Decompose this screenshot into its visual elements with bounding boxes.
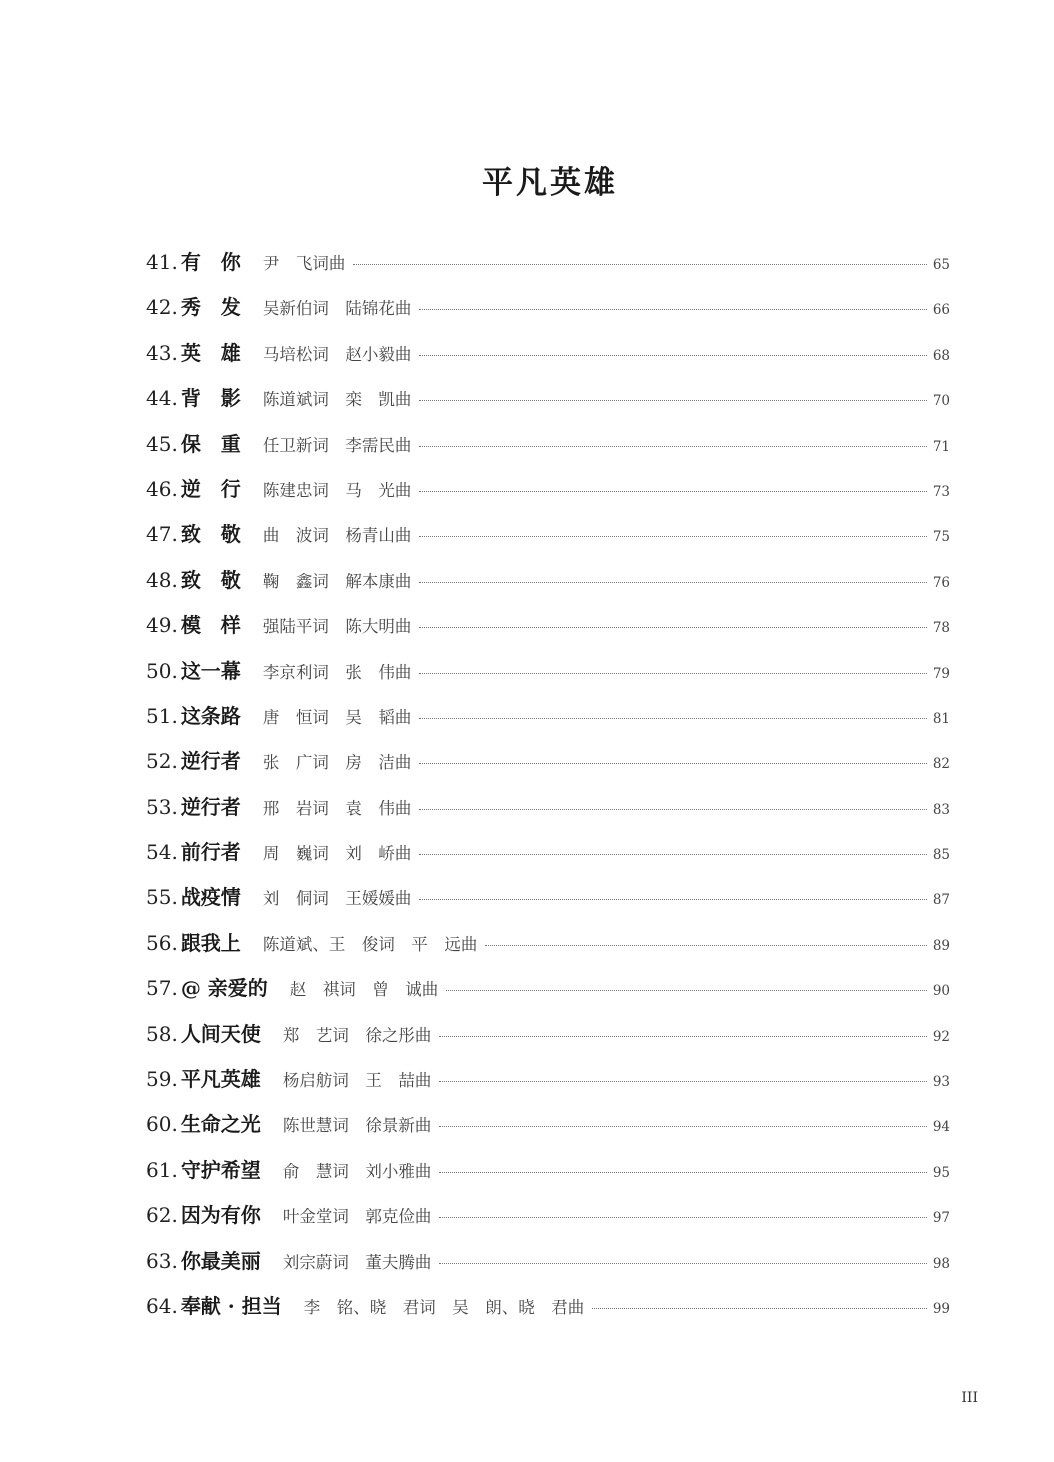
page-number: 75 <box>932 529 950 546</box>
song-title: 这一幕 <box>180 658 241 683</box>
page-number: 90 <box>932 983 950 1000</box>
dot-leader <box>419 446 927 447</box>
song-credits: 叶金堂词 郭克俭曲 <box>282 1207 432 1227</box>
page-number: 65 <box>932 257 950 273</box>
entry-number: 55. <box>146 885 178 910</box>
toc-entry[interactable] <box>146 1154 950 1199</box>
entry-number: 42. <box>146 295 178 320</box>
entry-number: 57. <box>146 976 178 1001</box>
song-credits: 任卫新词 李需民曲 <box>262 435 412 455</box>
entry-number: 58. <box>146 1021 178 1046</box>
page-number: 79 <box>932 665 950 682</box>
entry-number: 48. <box>146 567 178 592</box>
song-credits: 邢 岩词 袁 伟曲 <box>262 798 412 818</box>
dot-leader <box>439 1217 927 1218</box>
dot-leader <box>419 899 927 900</box>
page-number: 92 <box>932 1028 950 1045</box>
toc-entry[interactable] <box>146 1063 950 1108</box>
song-title: 模 样 <box>180 613 241 638</box>
page-number: 68 <box>932 347 950 364</box>
song-credits: 唐 恒词 吴 韬曲 <box>262 707 412 727</box>
entry-number: 50. <box>146 658 178 683</box>
toc-entry[interactable] <box>146 1199 950 1244</box>
song-title: 前行者 <box>180 840 241 865</box>
toc-entry[interactable] <box>146 881 950 926</box>
toc-entry[interactable] <box>146 382 950 427</box>
entry-number: 51. <box>146 703 178 728</box>
page-number: 70 <box>932 393 950 410</box>
song-credits: 赵 祺词 曾 诚曲 <box>289 980 439 1000</box>
toc-entry[interactable] <box>146 291 950 336</box>
page-number: 89 <box>932 937 950 954</box>
song-title: 背 影 <box>180 386 241 411</box>
dot-leader <box>419 400 927 401</box>
dot-leader <box>353 264 927 265</box>
toc-entry[interactable] <box>146 700 950 745</box>
toc-entry[interactable] <box>146 1290 950 1335</box>
entry-number: 56. <box>146 930 178 955</box>
song-credits: 张 广词 房 洁曲 <box>262 753 412 773</box>
entry-number: 41. <box>146 250 178 274</box>
page-number: 76 <box>932 574 950 591</box>
toc-entry[interactable] <box>146 518 950 563</box>
song-credits: 刘 侗词 王媛媛曲 <box>262 889 412 909</box>
entry-number: 44. <box>146 386 178 411</box>
dot-leader <box>419 627 927 628</box>
song-title: 保 重 <box>180 431 241 456</box>
dot-leader <box>419 536 927 537</box>
page-number: 94 <box>932 1119 950 1136</box>
song-title: 逆行者 <box>180 749 241 774</box>
dot-leader <box>419 718 927 719</box>
toc-entry[interactable] <box>146 428 950 473</box>
song-title: 平凡英雄 <box>180 1067 261 1092</box>
song-credits: 俞 慧词 刘小雅曲 <box>282 1161 432 1181</box>
song-credits: 陈世慧词 徐景新曲 <box>282 1116 432 1136</box>
dot-leader <box>439 1126 927 1127</box>
song-title: 奉献 · 担当 <box>180 1293 282 1318</box>
toc-entry[interactable] <box>146 1245 950 1290</box>
song-title: 有 你 <box>180 250 241 274</box>
page-number: 85 <box>932 847 950 864</box>
section-title: 平凡英雄 <box>482 165 618 201</box>
dot-leader <box>419 854 927 855</box>
song-title: 这条路 <box>180 703 241 728</box>
entry-number: 47. <box>146 522 178 547</box>
toc-entry[interactable] <box>146 564 950 609</box>
page-number: 95 <box>932 1164 950 1181</box>
song-title: 你最美丽 <box>180 1248 261 1273</box>
dot-leader <box>419 491 927 492</box>
page-number: 82 <box>932 756 950 773</box>
song-title: 秀 发 <box>180 295 241 320</box>
page-number: 81 <box>932 710 950 727</box>
toc-entry[interactable] <box>146 791 950 836</box>
page-number: 71 <box>932 438 950 455</box>
song-credits: 尹 飞词曲 <box>262 254 346 273</box>
page-number: 78 <box>932 620 950 637</box>
song-credits: 李京利词 张 伟曲 <box>262 662 412 682</box>
entry-number: 49. <box>146 613 178 638</box>
table-of-contents <box>146 246 950 1335</box>
toc-entry[interactable] <box>146 745 950 790</box>
dot-leader <box>439 1263 927 1264</box>
song-title: 生命之光 <box>180 1112 261 1137</box>
song-title: 守护希望 <box>180 1157 261 1182</box>
entry-number: 53. <box>146 794 178 819</box>
toc-entry[interactable] <box>146 1108 950 1153</box>
song-credits: 李 铭、晓 君词 吴 朗、晓 君曲 <box>303 1297 585 1317</box>
entry-number: 64. <box>146 1293 178 1318</box>
song-credits: 刘宗蔚词 董夫腾曲 <box>282 1252 432 1272</box>
song-credits: 陈道斌、王 俊词 平 远曲 <box>262 934 478 954</box>
page-folio: III <box>961 1390 978 1406</box>
song-credits: 马培松词 赵小毅曲 <box>262 344 412 364</box>
entry-number: 54. <box>146 840 178 865</box>
entry-number: 61. <box>146 1157 178 1182</box>
song-credits: 陈建忠词 马 光曲 <box>262 480 412 500</box>
song-credits: 强陆平词 陈大明曲 <box>262 617 412 637</box>
dot-leader <box>419 809 927 810</box>
dot-leader <box>419 673 927 674</box>
page-number: 66 <box>932 302 950 319</box>
toc-entry[interactable] <box>146 972 950 1017</box>
song-credits: 鞠 鑫词 解本康曲 <box>262 571 412 591</box>
song-title: 致 敬 <box>180 567 241 592</box>
dot-leader <box>439 1081 927 1082</box>
toc-entry[interactable] <box>146 609 950 654</box>
song-title: 因为有你 <box>180 1203 261 1228</box>
entry-number: 43. <box>146 340 178 365</box>
song-title: 跟我上 <box>180 930 241 955</box>
dot-leader <box>419 309 927 310</box>
toc-entry[interactable] <box>146 246 950 291</box>
song-credits: 周 巍词 刘 峤曲 <box>262 844 412 864</box>
song-title: 战疫情 <box>180 885 241 910</box>
dot-leader <box>419 355 927 356</box>
dot-leader <box>446 990 927 991</box>
entry-number: 52. <box>146 749 178 774</box>
song-credits: 曲 波词 杨青山曲 <box>262 526 412 546</box>
song-credits: 郑 艺词 徐之彤曲 <box>282 1025 432 1045</box>
song-credits: 吴新伯词 陆锦花曲 <box>262 299 412 319</box>
page-number: 87 <box>932 892 950 909</box>
toc-entry[interactable] <box>146 337 950 382</box>
toc-entry[interactable] <box>146 655 950 700</box>
entry-number: 60. <box>146 1112 178 1137</box>
page-number: 73 <box>932 483 950 500</box>
page-number: 99 <box>932 1300 950 1317</box>
dot-leader <box>439 1172 927 1173</box>
song-title: @ 亲爱的 <box>180 976 268 1001</box>
song-credits: 陈道斌词 栾 凯曲 <box>262 390 412 410</box>
song-title: 英 雄 <box>180 340 241 365</box>
dot-leader <box>419 582 927 583</box>
page-number: 83 <box>932 801 950 818</box>
song-title: 人间天使 <box>180 1021 261 1046</box>
song-title: 逆行者 <box>180 794 241 819</box>
entry-number: 63. <box>146 1248 178 1273</box>
toc-entry[interactable] <box>146 927 950 972</box>
page-number: 93 <box>932 1074 950 1091</box>
entry-number: 59. <box>146 1067 178 1092</box>
toc-entry[interactable] <box>146 1018 950 1063</box>
dot-leader <box>485 945 927 946</box>
dot-leader <box>439 1036 927 1037</box>
entry-number: 46. <box>146 476 178 501</box>
song-title: 致 敬 <box>180 522 241 547</box>
entry-number: 62. <box>146 1203 178 1228</box>
dot-leader <box>419 763 927 764</box>
song-credits: 杨启舫词 王 喆曲 <box>282 1071 432 1091</box>
toc-entry[interactable] <box>146 473 950 518</box>
page-number: 97 <box>932 1210 950 1227</box>
toc-entry[interactable] <box>146 836 950 881</box>
page-number: 98 <box>932 1255 950 1272</box>
dot-leader <box>592 1308 927 1309</box>
song-title: 逆 行 <box>180 476 241 501</box>
entry-number: 45. <box>146 431 178 456</box>
